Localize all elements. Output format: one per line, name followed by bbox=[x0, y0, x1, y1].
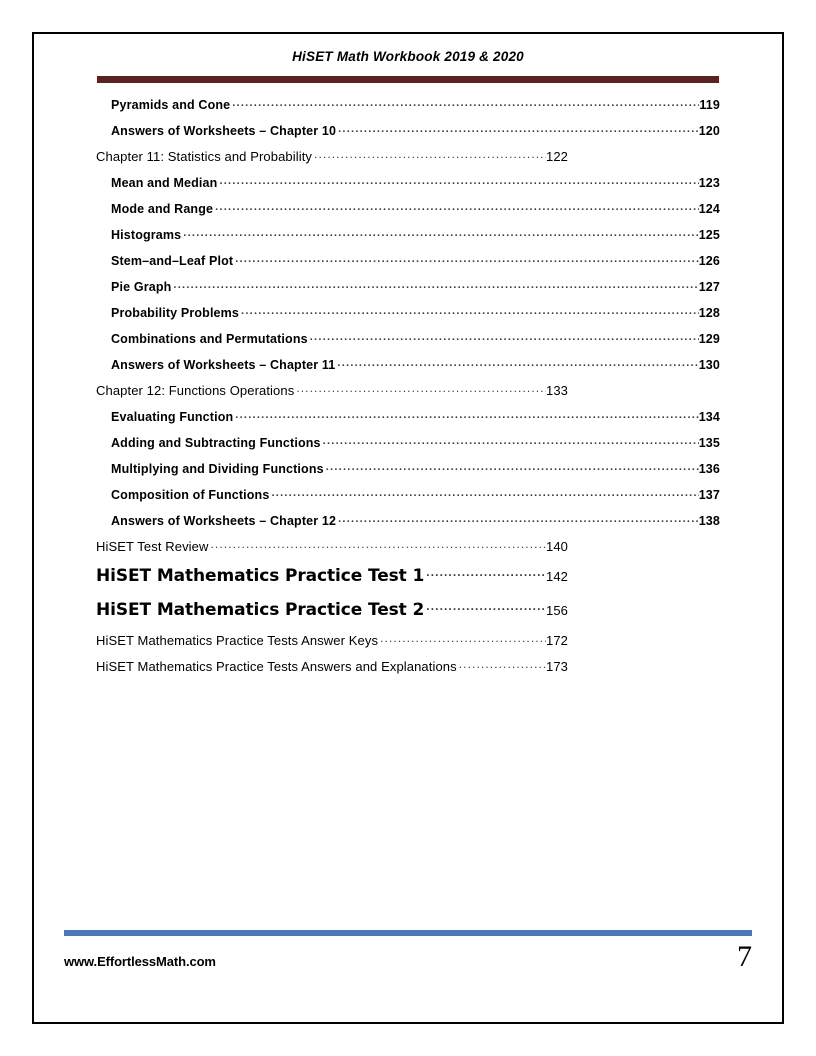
toc-leader-dots bbox=[426, 598, 546, 615]
toc-entry[interactable] bbox=[111, 278, 720, 304]
toc-entry[interactable] bbox=[96, 632, 568, 658]
toc-entry[interactable] bbox=[111, 512, 720, 538]
toc-leader-dots bbox=[215, 200, 699, 213]
toc-leader-dots bbox=[296, 382, 546, 395]
toc-entry[interactable] bbox=[111, 408, 720, 434]
toc-entry-page-number: 130 bbox=[698, 357, 720, 372]
toc-leader-dots bbox=[326, 460, 699, 473]
toc-leader-dots bbox=[271, 486, 698, 499]
toc-entry-label: Adding and Subtracting Functions bbox=[111, 435, 321, 450]
toc-entry-page-number: 119 bbox=[699, 97, 720, 112]
toc-entry[interactable] bbox=[96, 382, 568, 408]
toc-entry[interactable] bbox=[96, 538, 568, 564]
toc-entry-label: Combinations and Permutations bbox=[111, 331, 308, 346]
running-footer bbox=[34, 930, 782, 994]
toc-entry[interactable] bbox=[111, 96, 720, 122]
toc-entry[interactable] bbox=[111, 356, 720, 382]
running-header bbox=[34, 48, 782, 94]
toc-entry-label: Multiplying and Dividing Functions bbox=[111, 461, 324, 476]
toc-entry-label: Probability Problems bbox=[111, 305, 240, 320]
toc-entry[interactable] bbox=[96, 564, 568, 598]
toc-leader-dots bbox=[337, 356, 698, 369]
toc-entry-label: HiSET Mathematics Practice Test 1 bbox=[96, 566, 425, 586]
toc-entry-page-number: 122 bbox=[546, 149, 568, 164]
toc-leader-dots bbox=[232, 96, 699, 109]
toc-entry-page-number: 126 bbox=[698, 253, 720, 268]
toc-entry-page-number: 172 bbox=[546, 633, 568, 648]
toc-entry-label: Stem–and–Leaf Plot bbox=[111, 253, 234, 268]
toc-entry-page-number: 135 bbox=[698, 435, 720, 450]
toc-leader-dots bbox=[235, 408, 698, 421]
toc-entry-page-number: 127 bbox=[698, 279, 720, 294]
document-page bbox=[32, 32, 784, 1024]
toc-entry-page-number: 156 bbox=[546, 603, 568, 618]
toc-entry-label: Pyramids and Cone bbox=[111, 97, 231, 112]
page-title: HiSET Math Workbook 2019 & 2020 bbox=[292, 49, 524, 64]
toc-entry-page-number: 125 bbox=[698, 227, 720, 242]
toc-entry[interactable] bbox=[111, 226, 720, 252]
toc-entry-page-number: 124 bbox=[698, 201, 720, 216]
toc-entry-page-number: 138 bbox=[698, 513, 720, 528]
toc-entry-label: Answers of Worksheets – Chapter 12 bbox=[111, 513, 337, 528]
toc-entry[interactable] bbox=[111, 200, 720, 226]
toc-entry-label: HiSET Mathematics Practice Tests Answers and Explanations bbox=[96, 659, 457, 674]
footer-content bbox=[64, 942, 752, 972]
toc-entry-page-number: 133 bbox=[546, 383, 568, 398]
toc-leader-dots bbox=[338, 122, 699, 135]
toc-entry[interactable] bbox=[111, 174, 720, 200]
toc-leader-dots bbox=[338, 512, 699, 525]
toc-entry[interactable] bbox=[96, 598, 568, 632]
toc-entry-label: Histograms bbox=[111, 227, 182, 242]
toc-leader-dots bbox=[459, 658, 546, 671]
toc-entry[interactable] bbox=[111, 434, 720, 460]
toc-leader-dots bbox=[183, 226, 698, 239]
toc-entry-page-number: 129 bbox=[698, 331, 720, 346]
toc-entry-page-number: 134 bbox=[698, 409, 720, 424]
toc-entry-label: Chapter 12: Functions Operations bbox=[96, 383, 295, 398]
toc-entry-page-number: 140 bbox=[546, 539, 568, 554]
toc-leader-dots bbox=[380, 632, 546, 645]
toc-entry-page-number: 128 bbox=[698, 305, 720, 320]
toc-entry-label: Evaluating Function bbox=[111, 409, 234, 424]
toc-entry-label: HiSET Test Review bbox=[96, 539, 209, 554]
toc-entry-label: Mean and Median bbox=[111, 175, 218, 190]
toc-leader-dots bbox=[310, 330, 699, 343]
toc-leader-dots bbox=[314, 148, 546, 161]
toc-leader-dots bbox=[323, 434, 699, 447]
toc-leader-dots bbox=[173, 278, 698, 291]
toc-entry-page-number: 142 bbox=[546, 569, 568, 584]
toc-entry[interactable] bbox=[111, 330, 720, 356]
toc-leader-dots bbox=[426, 564, 546, 581]
toc-entry[interactable] bbox=[96, 658, 568, 684]
table-of-contents bbox=[34, 96, 782, 684]
toc-entry-label: Answers of Worksheets – Chapter 11 bbox=[111, 357, 336, 372]
toc-leader-dots bbox=[235, 252, 699, 265]
toc-entry-page-number: 137 bbox=[698, 487, 720, 502]
footer-divider-rule bbox=[64, 930, 752, 936]
toc-entry-page-number: 120 bbox=[698, 123, 720, 138]
toc-entry-label: Answers of Worksheets – Chapter 10 bbox=[111, 123, 337, 138]
toc-entry[interactable] bbox=[111, 304, 720, 330]
toc-entry[interactable] bbox=[96, 148, 568, 174]
toc-leader-dots bbox=[219, 174, 698, 187]
toc-entry-label: HiSET Mathematics Practice Test 2 bbox=[96, 600, 425, 620]
toc-entry-label: HiSET Mathematics Practice Tests Answer Keys bbox=[96, 633, 379, 648]
toc-entry-page-number: 123 bbox=[698, 175, 720, 190]
header-divider-rule bbox=[97, 76, 719, 83]
toc-entry-page-number: 136 bbox=[698, 461, 720, 476]
toc-entry[interactable] bbox=[111, 122, 720, 148]
toc-entry[interactable] bbox=[111, 460, 720, 486]
toc-entry-page-number: 173 bbox=[546, 659, 568, 674]
page-number: 7 bbox=[737, 940, 752, 973]
toc-entry[interactable] bbox=[111, 252, 720, 278]
toc-leader-dots bbox=[210, 538, 546, 551]
website-link[interactable]: www.EffortlessMath.com bbox=[64, 954, 216, 969]
toc-entry-label: Mode and Range bbox=[111, 201, 214, 216]
toc-entry[interactable] bbox=[111, 486, 720, 512]
toc-entry-label: Composition of Functions bbox=[111, 487, 270, 502]
toc-entry-label: Chapter 11: Statistics and Probability bbox=[96, 149, 313, 164]
toc-leader-dots bbox=[241, 304, 699, 317]
toc-entry-label: Pie Graph bbox=[111, 279, 172, 294]
